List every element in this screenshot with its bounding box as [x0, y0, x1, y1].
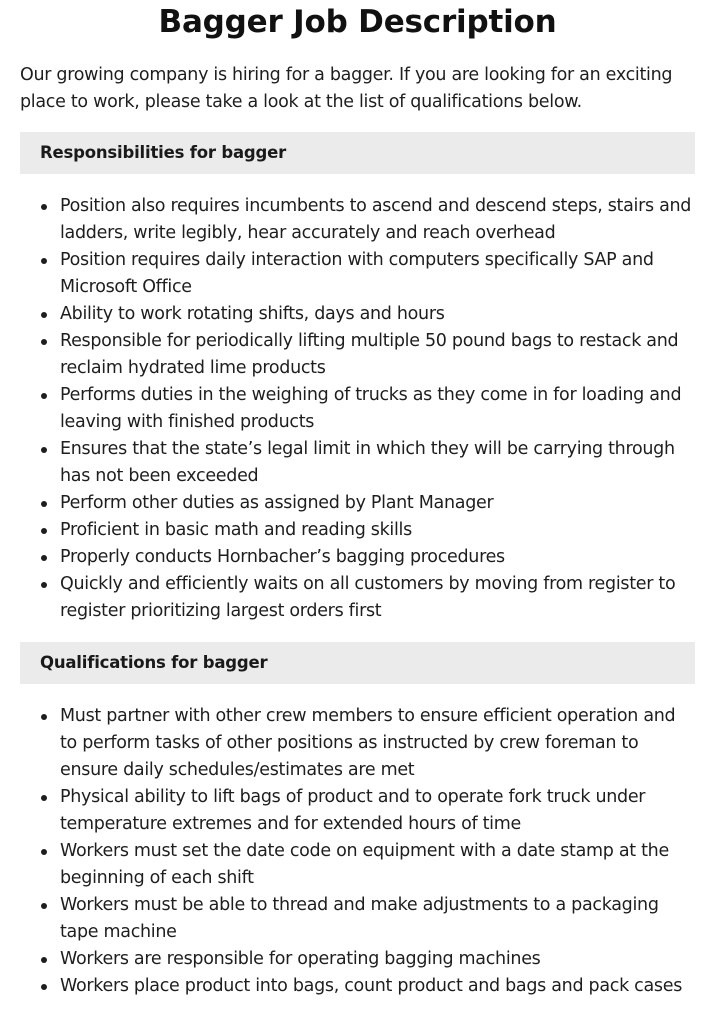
list-item: Position requires daily interaction with computers specifically SAP and Microsoft Office [60, 247, 695, 301]
list-item: Properly conducts Hornbacher’s bagging procedures [60, 544, 695, 571]
list-item: Must partner with other crew members to ensure efficient operation and to perform tasks of other positions as instructed by crew foreman to ensure daily schedules/estimates are met [60, 703, 695, 784]
list-item: Position also requires incumbents to ascend and descend steps, stairs and ladders, write legibly, hear accurately and reach overhead [60, 193, 695, 247]
list-item: Workers are responsible for operating bagging machines [60, 946, 695, 973]
list-item: Performs duties in the weighing of trucks as they come in for loading and leaving with finished products [60, 382, 695, 436]
list-item: Workers place product into bags, count product and bags and pack cases [60, 973, 695, 1000]
list-item: Responsible for periodically lifting multiple 50 pound bags to restack and reclaim hydrated lime products [60, 328, 695, 382]
qualifications-list [20, 703, 695, 1000]
list-item: Ability to work rotating shifts, days and hours [60, 301, 695, 328]
list-item: Perform other duties as assigned by Plant Manager [60, 490, 695, 517]
intro-paragraph: Our growing company is hiring for a bagger. If you are looking for an exciting place to work, please take a look at the list of qualifications below. [20, 65, 673, 112]
list-item: Ensures that the state’s legal limit in which they will be carrying through has not been exceeded [60, 436, 695, 490]
list-item: Quickly and efficiently waits on all customers by moving from register to register prioritizing largest orders first [60, 571, 695, 625]
qualifications-header: Qualifications for bagger [20, 642, 695, 684]
list-item: Workers must set the date code on equipment with a date stamp at the beginning of each shift [60, 838, 695, 892]
job-description-page [20, 0, 695, 1000]
list-item: Workers must be able to thread and make adjustments to a packaging tape machine [60, 892, 695, 946]
list-item: Proficient in basic math and reading skills [60, 517, 695, 544]
responsibilities-header: Responsibilities for bagger [20, 132, 695, 174]
responsibilities-list [20, 193, 695, 625]
list-item: Physical ability to lift bags of product and to operate fork truck under temperature extremes and for extended hours of time [60, 784, 695, 838]
page-title: Bagger Job Description [158, 4, 557, 40]
